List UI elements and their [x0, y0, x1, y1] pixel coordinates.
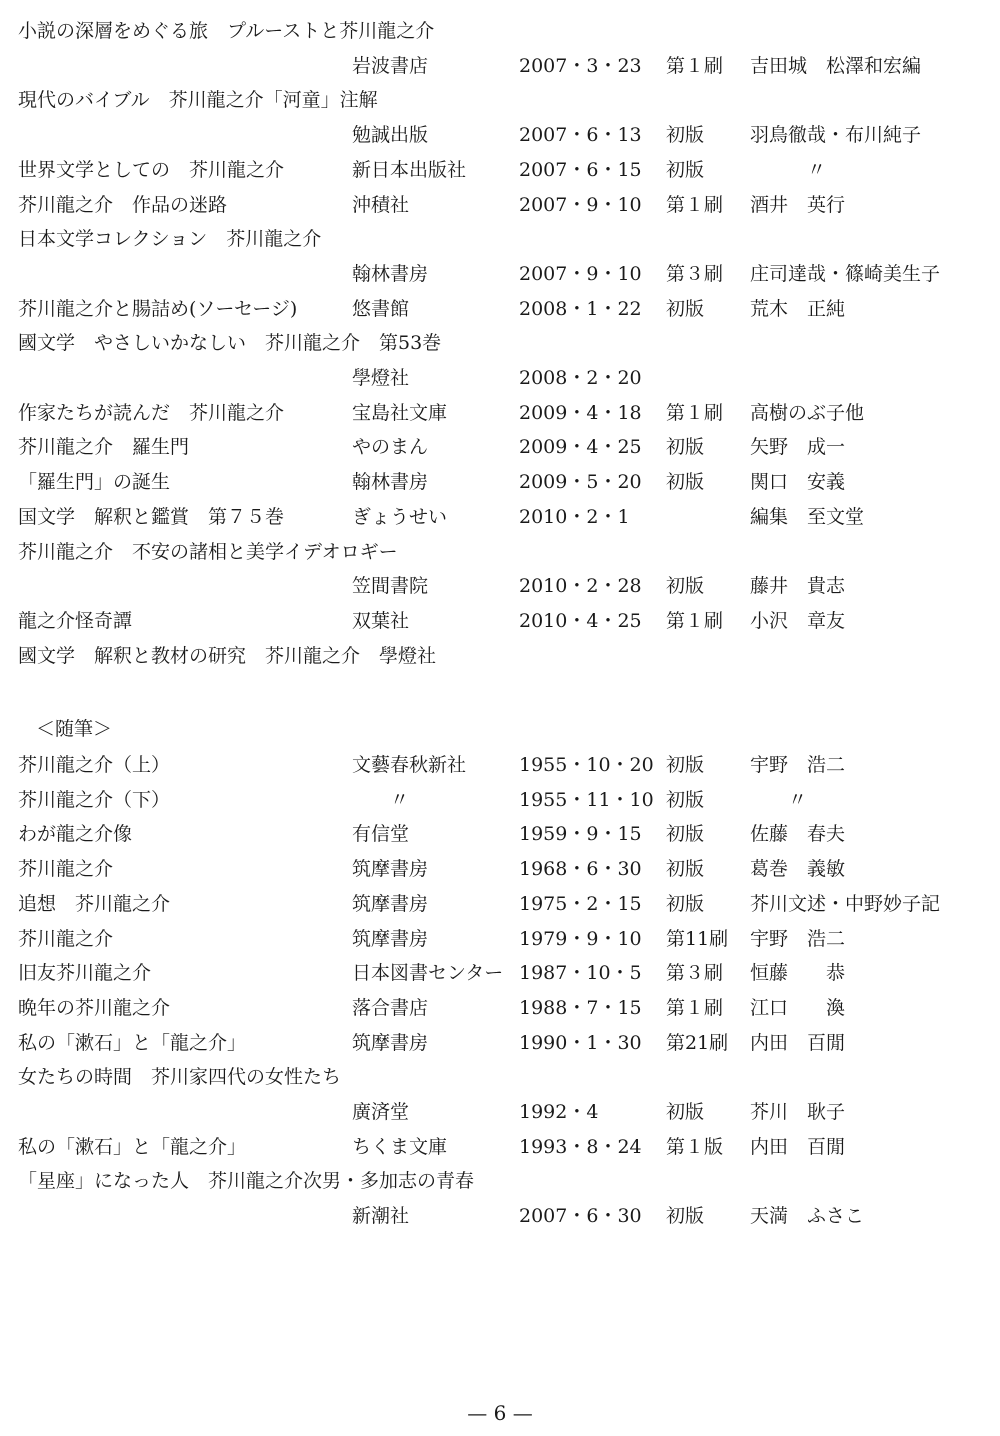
book-title: 龍之介怪奇譚	[18, 609, 133, 632]
author: 芥川文述・中野妙子記	[750, 892, 941, 915]
book-title: 国文学 解釈と鑑賞 第７５巻	[18, 505, 285, 528]
list-item	[0, 1095, 1000, 1129]
book-title: 「星座」になった人 芥川龍之介次男・多加志の青春	[18, 1170, 475, 1193]
list-item	[0, 49, 1000, 83]
publisher: 日本図書センター	[352, 962, 504, 985]
list-item	[0, 1130, 1000, 1164]
list-item	[0, 1164, 1000, 1198]
publication-date: 1968・6・30	[519, 858, 642, 881]
edition: 初版	[666, 436, 705, 459]
edition: 第１刷	[666, 54, 724, 77]
book-title: 芥川龍之介 作品の迷路	[18, 193, 228, 216]
publisher: 宝島社文庫	[352, 401, 448, 424]
publication-date: 2010・4・25	[519, 609, 642, 632]
author: 佐藤 春夫	[750, 823, 846, 846]
book-title: 現代のバイブル 芥川龍之介「河童」注解	[18, 89, 378, 112]
edition: 初版	[666, 788, 705, 811]
author: 宇野 浩二	[750, 754, 846, 776]
edition: 初版	[666, 858, 705, 881]
publication-date: 1955・11・10	[519, 788, 654, 811]
author: 葛巻 義敏	[750, 858, 846, 881]
edition: 初版	[666, 575, 705, 598]
book-title: 「羅生門」の誕生	[18, 471, 171, 494]
list-item	[0, 222, 1000, 256]
edition: 第11刷	[666, 927, 729, 950]
edition: 第３刷	[666, 962, 724, 985]
author: 〃	[750, 788, 808, 811]
publication-date: 2007・6・30	[519, 1205, 642, 1228]
publisher: 翰林書房	[352, 262, 429, 285]
book-title: 芥川龍之介（上）	[18, 754, 171, 776]
edition: 初版	[666, 471, 705, 494]
list-item	[0, 852, 1000, 886]
publication-date: 2010・2・1	[519, 505, 630, 528]
publisher: 笠間書院	[352, 575, 429, 598]
list-item	[0, 956, 1000, 990]
publisher: 筑摩書房	[352, 927, 429, 950]
author: 高樹のぶ子他	[750, 401, 865, 424]
publisher: やのまん	[352, 436, 429, 459]
author: 藤井 貴志	[750, 575, 846, 598]
publisher: 文藝春秋新社	[352, 754, 467, 776]
publisher: 筑摩書房	[352, 1031, 429, 1054]
edition: 第１刷	[666, 996, 724, 1019]
list-item	[0, 361, 1000, 395]
publisher: 岩波書店	[352, 54, 429, 77]
publisher: 新潮社	[352, 1205, 410, 1228]
list-item	[0, 991, 1000, 1025]
book-title: 小説の深層をめぐる旅 プルーストと芥川龍之介	[18, 20, 435, 42]
book-title: 日本文学コレクション 芥川龍之介	[18, 228, 322, 251]
publisher: 双葉社	[352, 609, 410, 632]
book-title: 芥川龍之介 羅生門	[18, 436, 190, 459]
publisher: 〃	[352, 788, 410, 811]
author: 編集 至文堂	[750, 505, 865, 528]
edition: 初版	[666, 297, 705, 320]
author: 酒井 英行	[750, 193, 846, 216]
list-item	[0, 465, 1000, 499]
list-item	[0, 14, 1000, 48]
section-heading: ＜随筆＞	[36, 718, 113, 740]
list-item	[0, 604, 1000, 638]
edition: 第３刷	[666, 262, 724, 285]
publisher: 廣済堂	[352, 1101, 410, 1123]
book-title: 國文学 解釈と教材の研究 芥川龍之介 學燈社	[18, 644, 437, 667]
author: 庄司達哉・篠崎美生子	[750, 262, 941, 285]
book-title: 芥川龍之介（下）	[18, 788, 171, 811]
book-title: 國文学 やさしいかなしい 芥川龍之介 第53巻	[18, 332, 442, 355]
list-item	[0, 639, 1000, 673]
publication-date: 2007・3・23	[519, 54, 642, 77]
list-item	[0, 257, 1000, 291]
list-item	[0, 153, 1000, 187]
publication-date: 2008・2・20	[519, 367, 642, 389]
list-item	[0, 83, 1000, 117]
list-item	[0, 500, 1000, 534]
page-number: — 6 —	[467, 1401, 533, 1425]
publisher: 筑摩書房	[352, 892, 429, 915]
list-item	[0, 396, 1000, 430]
author: 天満 ふさこ	[750, 1205, 865, 1228]
publisher: ぎょうせい	[352, 505, 448, 528]
list-item	[0, 1199, 1000, 1233]
list-item	[0, 922, 1000, 956]
book-title: 女たちの時間 芥川家四代の女性たち	[18, 1066, 342, 1089]
author: 〃	[750, 158, 827, 181]
publication-date: 2007・9・10	[519, 262, 642, 285]
publication-date: 1993・8・24	[519, 1135, 642, 1158]
publication-date: 1959・9・15	[519, 823, 642, 846]
author: 関口 安義	[750, 471, 846, 494]
edition: 第１刷	[666, 401, 724, 424]
publication-date: 1955・10・20	[519, 754, 654, 776]
book-title: 旧友芥川龍之介	[18, 962, 152, 985]
book-title: 世界文学としての 芥川龍之介	[18, 158, 285, 181]
publisher: ちくま文庫	[352, 1135, 448, 1158]
publisher: 有信堂	[352, 823, 410, 846]
list-item	[0, 430, 1000, 464]
book-title: 作家たちが読んだ 芥川龍之介	[18, 401, 285, 424]
publication-date: 1987・10・5	[519, 962, 642, 985]
list-item	[0, 1060, 1000, 1094]
publisher: 落合書店	[352, 996, 429, 1019]
list-item	[0, 188, 1000, 222]
author: 恒藤 恭	[750, 962, 846, 985]
edition: 初版	[666, 823, 705, 846]
publication-date: 1992・4	[519, 1101, 599, 1123]
book-title: 晩年の芥川龍之介	[18, 996, 171, 1019]
author: 矢野 成一	[750, 436, 846, 459]
book-title: 追想 芥川龍之介	[18, 892, 171, 915]
edition: 初版	[666, 158, 705, 181]
publisher: 勉誠出版	[352, 124, 429, 147]
list-item	[0, 569, 1000, 603]
publication-date: 2007・6・13	[519, 124, 642, 147]
publication-date: 2008・1・22	[519, 297, 642, 320]
publication-date: 2009・4・25	[519, 436, 642, 459]
author: 荒木 正純	[750, 297, 846, 320]
book-title: 私の「漱石」と「龍之介」	[18, 1031, 247, 1054]
publication-date: 2010・2・28	[519, 575, 642, 598]
author: 芥川 耿子	[750, 1101, 846, 1123]
edition: 第１刷	[666, 609, 724, 632]
edition: 第１刷	[666, 193, 724, 216]
list-item	[0, 535, 1000, 569]
publication-date: 2009・5・20	[519, 471, 642, 494]
publisher: 翰林書房	[352, 471, 429, 494]
book-title: 私の「漱石」と「龍之介」	[18, 1135, 247, 1158]
author: 内田 百閒	[750, 1031, 846, 1054]
publication-date: 1975・2・15	[519, 892, 642, 915]
publication-date: 2007・6・15	[519, 158, 642, 181]
list-item	[0, 118, 1000, 152]
author: 内田 百閒	[750, 1135, 846, 1158]
publication-date: 1988・7・15	[519, 996, 642, 1019]
list-item	[0, 326, 1000, 360]
publisher: 新日本出版社	[352, 158, 467, 181]
list-item	[0, 748, 1000, 782]
edition: 初版	[666, 124, 705, 147]
list-item	[0, 1026, 1000, 1060]
book-title: わが龍之介像	[18, 823, 133, 846]
list-item	[0, 817, 1000, 851]
list-item	[0, 292, 1000, 326]
list-item	[0, 783, 1000, 817]
edition: 第１版	[666, 1135, 724, 1158]
author: 宇野 浩二	[750, 927, 846, 950]
publication-date: 1990・1・30	[519, 1031, 642, 1054]
book-title: 芥川龍之介 不安の諸相と美学イデオロギー	[18, 540, 398, 563]
author: 江口 渙	[750, 996, 846, 1019]
book-title: 芥川龍之介と腸詰め(ソーセージ)	[18, 297, 298, 320]
publication-date: 2009・4・18	[519, 401, 642, 424]
list-item	[0, 887, 1000, 921]
publication-date: 2007・9・10	[519, 193, 642, 216]
edition: 初版	[666, 754, 705, 776]
edition: 初版	[666, 1101, 705, 1123]
author: 羽鳥徹哉・布川純子	[750, 124, 922, 147]
book-title: 芥川龍之介	[18, 858, 114, 881]
publisher: 悠書館	[352, 297, 410, 320]
edition: 第21刷	[666, 1031, 729, 1054]
author: 小沢 章友	[750, 609, 846, 632]
publication-date: 1979・9・10	[519, 927, 642, 950]
edition: 初版	[666, 1205, 705, 1228]
author: 吉田城 松澤和宏編	[750, 54, 922, 77]
publisher: 筑摩書房	[352, 858, 429, 881]
book-title: 芥川龍之介	[18, 927, 114, 950]
publisher: 沖積社	[352, 193, 410, 216]
publisher: 學燈社	[352, 367, 410, 389]
edition: 初版	[666, 892, 705, 915]
